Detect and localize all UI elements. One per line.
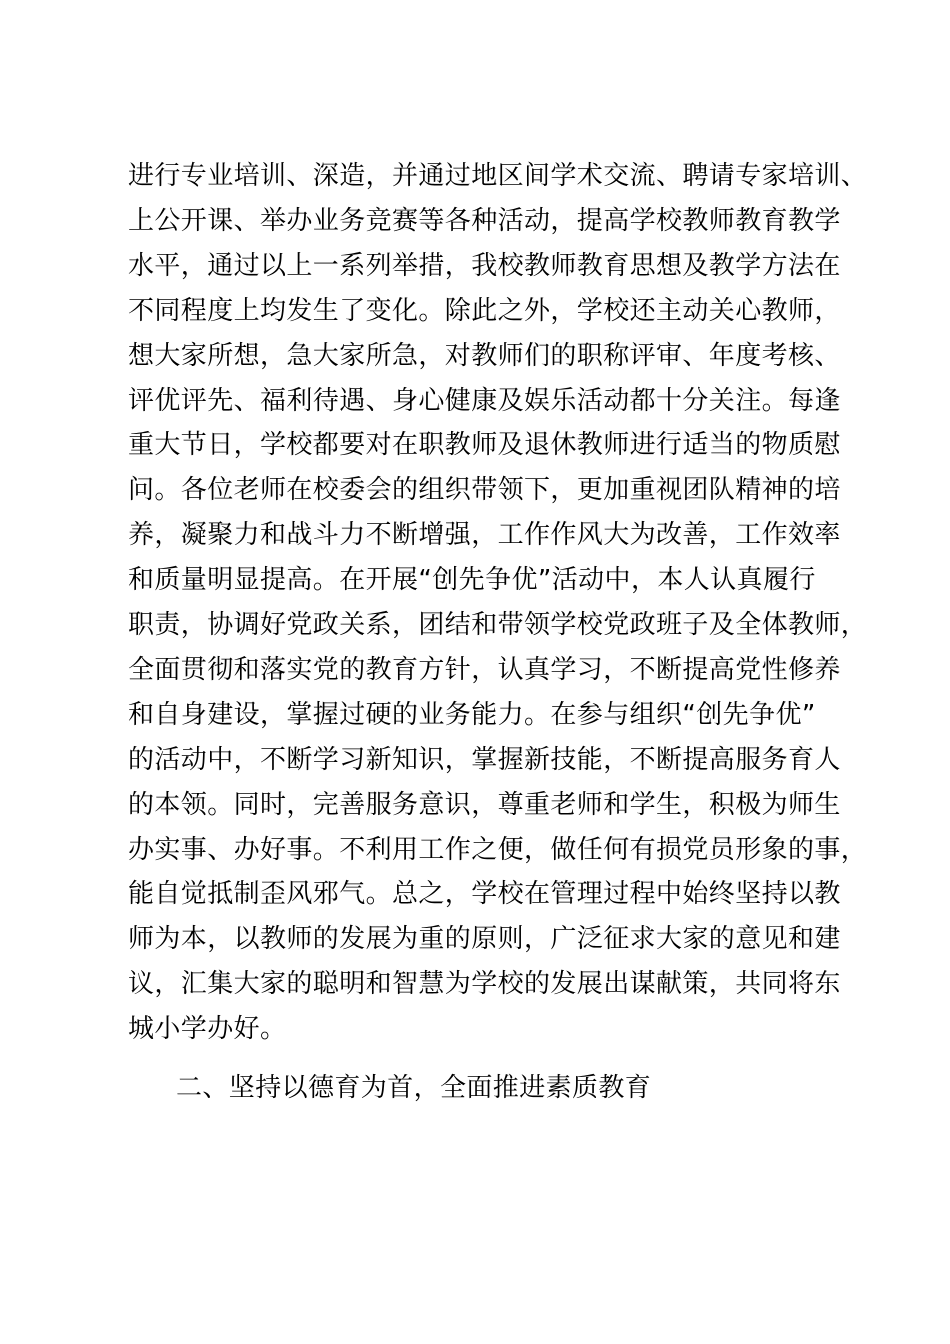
paragraph-line: 上公开课、举办业务竞赛等各种活动，提高学校教师教育教学 xyxy=(128,205,841,236)
paragraph-line: 能自觉抵制歪风邪气。总之，学校在管理过程中始终坚持以教 xyxy=(128,879,841,910)
paragraph-line: 全面贯彻和落实党的教育方针，认真学习，不断提高党性修养 xyxy=(128,654,841,685)
paragraph-line: 评优评先、福利待遇、身心健康及娱乐活动都十分关注。每逢 xyxy=(128,385,841,416)
paragraph-line: 师为本，以教师的发展为重的原则，广泛征求大家的意见和建 xyxy=(128,924,841,955)
paragraph-line: 和自身建设，掌握过硬的业务能力。在参与组织“创先争优” xyxy=(128,699,816,730)
paragraph-line: 养，凝聚力和战斗力不断增强，工作作风大为改善，工作效率 xyxy=(128,520,841,551)
paragraph-line: 城小学办好。 xyxy=(128,1014,287,1045)
paragraph-line: 想大家所想，急大家所急，对教师们的职称评审、年度考核、 xyxy=(128,340,841,371)
paragraph-line: 办实事、办好事。不利用工作之便，做任何有损党员形象的事， xyxy=(128,834,868,865)
paragraph-line: 水平，通过以上一系列举措，我校教师教育思想及教学方法在 xyxy=(128,250,841,281)
paragraph-line: 的本领。同时，完善服务意识，尊重老师和学生，积极为师生 xyxy=(128,789,841,820)
section-heading: 二、坚持以德育为首，全面推进素质教育 xyxy=(176,1073,652,1103)
paragraph-line: 不同程度上均发生了变化。除此之外，学校还主动关心教师， xyxy=(128,295,841,326)
paragraph-line: 的活动中，不断学习新知识，掌握新技能，不断提高服务育人 xyxy=(128,744,841,775)
paragraph-line: 议，汇集大家的聪明和智慧为学校的发展出谋献策，共同将东 xyxy=(128,969,841,1000)
paragraph-line: 重大节日，学校都要对在职教师及退休教师进行适当的物质慰 xyxy=(128,430,841,461)
paragraph-line: 问。各位老师在校委会的组织带领下，更加重视团队精神的培 xyxy=(128,475,841,506)
paragraph-line: 和质量明显提高。在开展“创先争优”活动中，本人认真履行 xyxy=(128,565,816,596)
paragraph-line: 进行专业培训、深造，并通过地区间学术交流、聘请专家培训、 xyxy=(128,161,868,191)
paragraph-line: 职责，协调好党政关系，团结和带领学校党政班子及全体教师， xyxy=(128,610,868,640)
